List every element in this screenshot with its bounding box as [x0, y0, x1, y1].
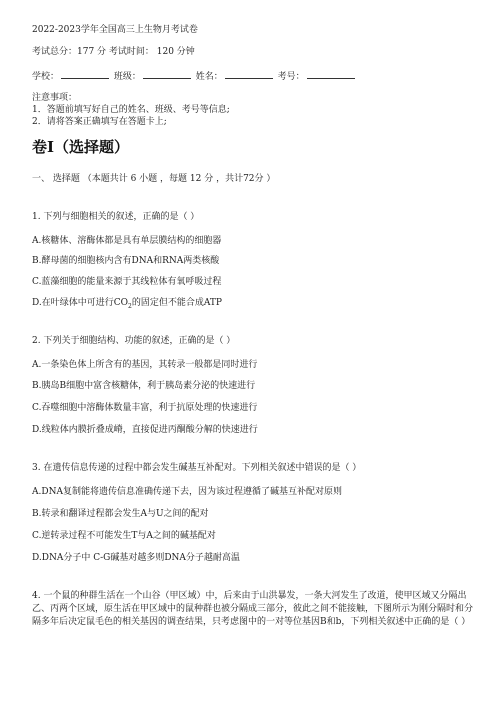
question-option: C.蓝藻细胞的能量来源于其线粒体有氧呼吸过程 — [32, 277, 222, 287]
name-label: 姓名： — [195, 72, 223, 82]
question-option: B.胰岛B细胞中富含核糖体，利于胰岛素分泌的快速进行 — [32, 381, 256, 391]
option-subscript: 2 — [128, 302, 132, 310]
question-option — [32, 297, 222, 309]
option-text: 的固定但不能合成ATP — [131, 298, 222, 308]
question-stem: 4. 一个鼠的种群生活在一个山谷（甲区域）中，后来由于山洪暴发，一条大河发生了改道，使甲区域又分隔出乙、丙两个区域，原生活在甲区域中的鼠种群也被分隔成三部分，彼此之间不能接触，下图所示为刚分隔时和分隔多年后决定鼠毛色的相关基因的调查结果，只考虑图中的一对等位基因B和b，下列相关叙述中正确的是（ ） — [32, 591, 474, 627]
question-option: A.核糖体、溶酶体都是具有单层膜结构的细胞器 — [32, 236, 222, 246]
question-option: D.线粒体内膜折叠成嵴，直接促进丙酮酸分解的快速进行 — [32, 425, 258, 435]
question-option: B.转录和翻译过程都会发生A与U之间的配对 — [32, 509, 209, 519]
exam-title: 2022-2023学年全国高三上生物月考试卷 — [32, 25, 198, 35]
school-label: 学校： — [32, 72, 60, 82]
class-blank — [143, 70, 191, 79]
question-stem: 2. 下列关于细胞结构、功能的叙述，正确的是（ ） — [32, 336, 236, 346]
option-text: D.在叶绿体中可进行CO — [32, 298, 129, 308]
student-info-row — [32, 70, 357, 83]
notes-title: 注意事项： — [32, 93, 78, 103]
question-option: A.DNA复制能将遗传信息准确传递下去，因为该过程遵循了碱基互补配对原则 — [32, 487, 342, 497]
class-label: 班级： — [113, 72, 141, 82]
number-blank — [307, 70, 355, 79]
question-option: C.吞噬细胞中溶酶体数量丰富，利于抗原处理的快速进行 — [32, 403, 258, 413]
section-title: 卷Ⅰ（选择题） — [32, 138, 130, 156]
section-desc: 一、 选择题 （本题共计 6 小题 ，每题 12 分 ，共计72分 ） — [32, 174, 276, 184]
question-option: B.酵母菌的细胞核内含有DNA和RNA两类核酸 — [32, 256, 220, 266]
question-option: A.一条染色体上所含有的基因，其转录一般都是同时进行 — [32, 360, 258, 370]
question-option: D.DNA分子中 C-G碱基对越多则DNA分子越耐高温 — [32, 553, 240, 563]
school-blank — [61, 70, 109, 79]
notes-item: 1．答题前填写好自己的姓名、班级、考号等信息; — [32, 105, 230, 115]
exam-info: 考试总分：177 分 考试时间： 120 分钟 — [32, 47, 195, 57]
number-label: 考号： — [277, 72, 305, 82]
question-option: C.逆转录过程不可能发生T与A之间的碱基配对 — [32, 531, 216, 541]
question-stem: 1. 下列与细胞相关的叙述，正确的是（ ） — [32, 212, 200, 222]
name-blank — [225, 70, 273, 79]
notes-item: 2．请将答案正确填写在答题卡上; — [32, 117, 167, 127]
question-stem: 3. 在遗传信息传递的过程中都会发生碱基互补配对。下列相关叙述中错误的是（ ） — [32, 463, 362, 473]
